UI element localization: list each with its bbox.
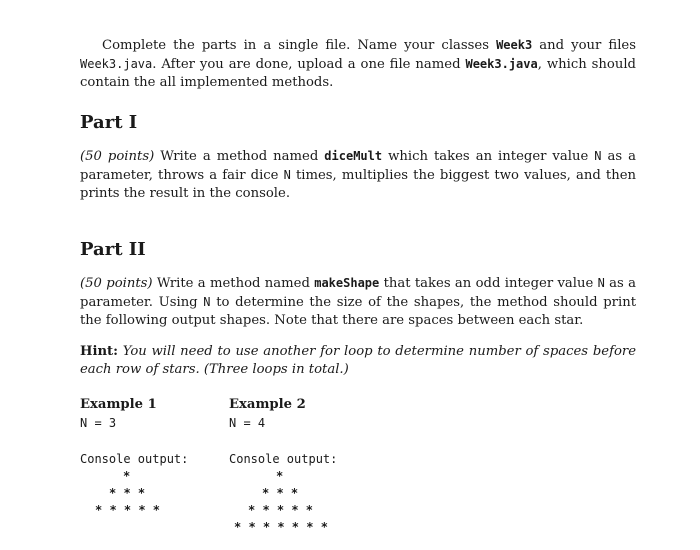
example-2-console-label: Console output: <box>229 452 338 466</box>
part-1-heading: Part I <box>80 112 138 133</box>
part-2-method-code: makeShape <box>314 276 380 290</box>
part-2-n-code: N <box>597 276 605 290</box>
example-1-console-label: Console output: <box>80 452 189 466</box>
example-2-star-row: * <box>276 469 284 483</box>
example-1-star-row: * * * * * <box>95 503 161 517</box>
part-1-text-2: which takes an integer value <box>382 149 595 164</box>
hint-text: You will need to use another for loop to determine number of spaces before each row of stars. (Three loops in total.) <box>80 344 636 377</box>
example-1-star-row: * <box>123 469 131 483</box>
part-1-text-1: Write a method named <box>154 149 325 164</box>
example-2-n-value: N = 4 <box>229 416 266 430</box>
part-2-text-3: as a parameter. Using <box>80 276 636 310</box>
file-name-code: Week3.java <box>80 57 153 71</box>
intro-text-4: , which should contain the all implemented methods. <box>80 57 636 90</box>
part-2-points: (50 points) <box>80 276 153 291</box>
part-2-heading: Part II <box>80 239 146 260</box>
part-2-text-4: to determine the size of the shapes, the method should print the following output shapes. Note that there are spaces between each star. <box>80 295 636 328</box>
example-2-star-row: * * * <box>262 486 299 500</box>
part-2-n-code-2: N <box>203 295 211 309</box>
intro-text-3: . After you are done, upload a one file named <box>152 57 466 72</box>
class-name-code: Week3 <box>496 38 533 52</box>
part-1-text-3: as a parameter, throws a fair dice <box>80 149 636 183</box>
part-1-n-code: N <box>594 149 602 163</box>
part-1-method-code: diceMult <box>324 149 383 163</box>
intro-text-2: and your files <box>532 38 636 53</box>
part-1-paragraph <box>80 147 636 203</box>
example-1-star-row: * * * <box>109 486 146 500</box>
example-1-n-value: N = 3 <box>80 416 117 430</box>
example-2-star-row: * * * * * <box>248 503 314 517</box>
hint-label: Hint: <box>80 344 119 359</box>
example-2-star-row: * * * * * * * <box>234 520 328 534</box>
part-1-points: (50 points) <box>80 149 155 164</box>
hint-paragraph <box>80 343 636 379</box>
part-2-paragraph <box>80 274 636 330</box>
part-2-text-1: Write a method named <box>152 276 315 291</box>
example-1-title: Example 1 <box>80 397 157 412</box>
part-1-n-code-2: N <box>283 168 291 182</box>
intro-text-1: Complete the parts in a single file. Name your classes <box>102 38 497 53</box>
intro-paragraph <box>80 36 636 92</box>
part-2-text-2: that takes an odd integer value <box>379 276 598 291</box>
upload-file-code: Week3.java <box>465 57 538 71</box>
example-2-title: Example 2 <box>229 397 306 412</box>
part-1-text-4: times, multiplies the biggest two values, and then prints the result in the console. <box>80 168 636 201</box>
